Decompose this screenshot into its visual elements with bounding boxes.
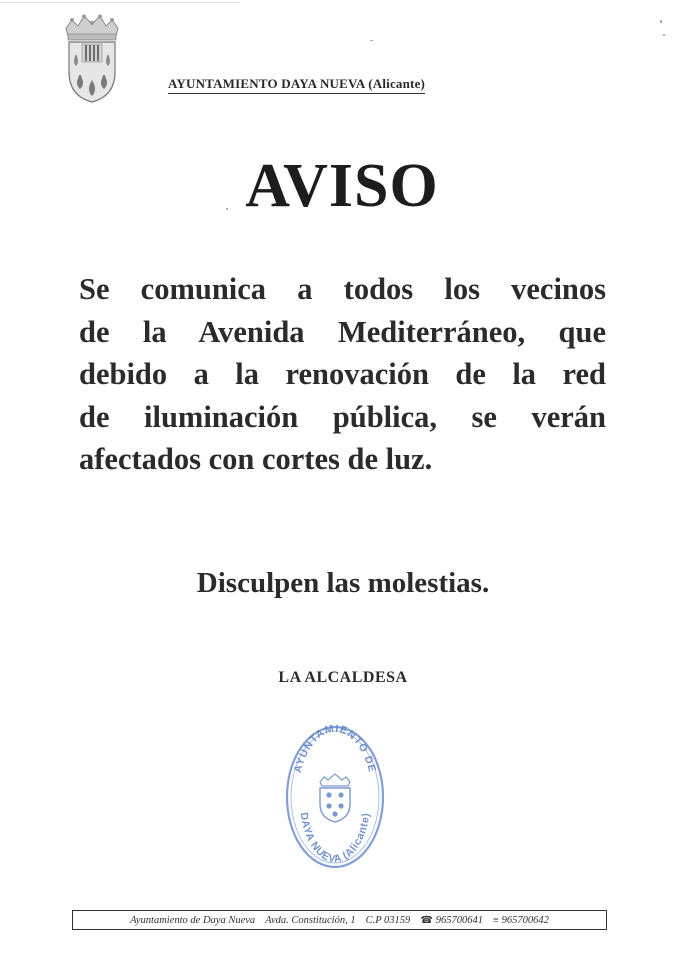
organization-header: AYUNTAMIENTO DAYA NUEVA (Alicante)	[168, 76, 425, 94]
scan-speck	[370, 40, 373, 41]
notice-body-line: Se comunica a todos los vecinos	[79, 272, 606, 306]
scan-speck	[663, 34, 665, 36]
official-stamp	[280, 722, 390, 872]
footer-fax: 965700642	[501, 914, 549, 926]
signatory-title: LA ALCALDESA	[278, 669, 408, 686]
footer-contact-bar	[72, 910, 607, 930]
stamp-text-top: AYUNTAMIENTO DE	[291, 722, 379, 775]
footer-municipality: Ayuntamiento de Daya Nueva	[130, 914, 256, 926]
notice-body-line: de iluminación pública, se verán	[79, 399, 606, 434]
notice-body-line: de la Avenida Mediterráneo, que	[79, 314, 606, 349]
svg-text:AYUNTAMIENTO DE	[292, 723, 378, 774]
notice-title: AVISO	[245, 152, 439, 220]
coat-of-arms-icon	[60, 14, 124, 106]
telephone-icon: ☎	[420, 914, 433, 926]
stamp-crest-icon	[320, 774, 350, 822]
scan-artifact-line	[0, 2, 240, 3]
fax-icon: ≡	[493, 914, 499, 926]
notice-body	[79, 268, 606, 481]
notice-body-line: debido a la renovación de la red	[79, 357, 606, 391]
footer-postal-code: C.P 03159	[365, 914, 411, 926]
footer-address: Avda. Constitución, 1	[265, 914, 356, 926]
apology-text: Disculpen las molestias.	[196, 567, 490, 599]
scan-speck	[660, 20, 662, 23]
footer-phone: 965700641	[435, 914, 484, 926]
notice-body-line: afectados con cortes de luz.	[79, 442, 433, 476]
stamp-text-bottom: DAYA NUEVA (Alicante)	[297, 811, 373, 866]
